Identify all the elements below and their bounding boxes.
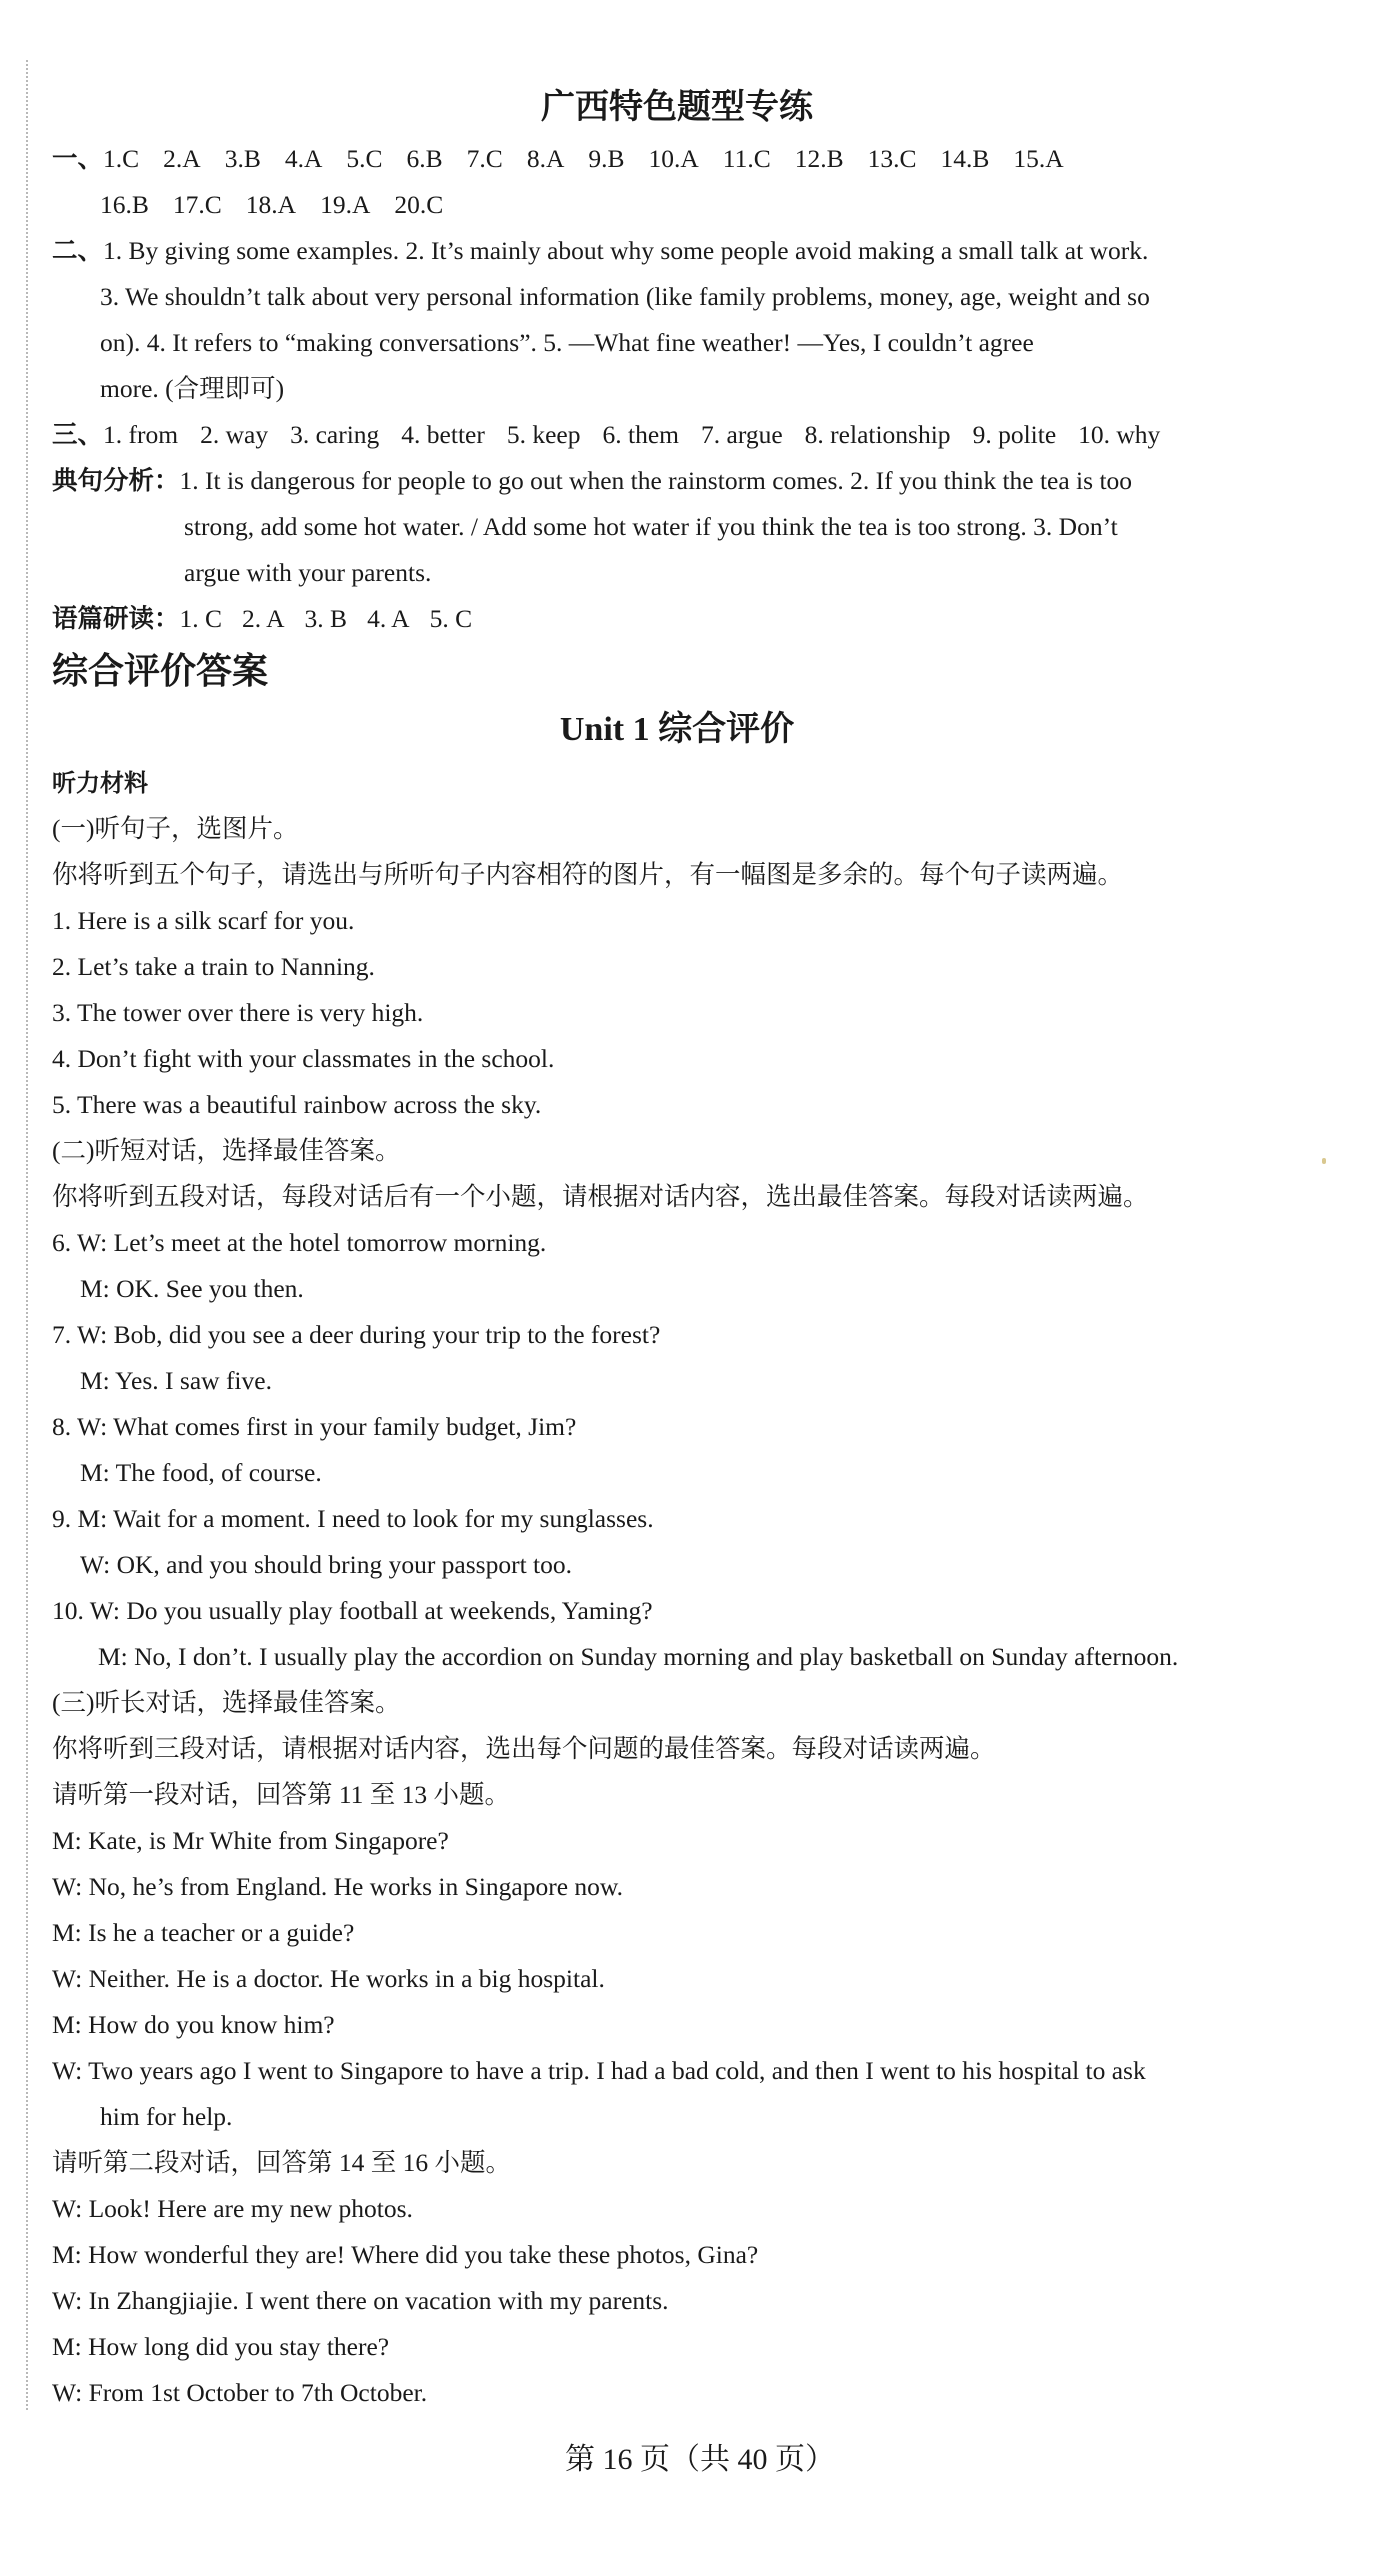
answer-item: 5. keep xyxy=(506,420,581,449)
answer-item: 5. C xyxy=(429,604,473,633)
dialogue-line: M: Yes. I saw five. xyxy=(80,1366,272,1395)
part1-answers-row1 xyxy=(103,144,1088,173)
part2-line2: 3. We shouldn’t talk about very personal information (like family problems, money, age, weight and so xyxy=(100,282,1150,311)
part2-line1 xyxy=(52,228,1302,274)
dialogue-line: 10. W: Do you usually play football at weekends, Yaming? xyxy=(52,1596,653,1625)
answer-item: 16.B xyxy=(100,190,149,219)
dialogue-line: M: How wonderful they are! Where did you take these photos, Gina? xyxy=(52,2240,759,2269)
answer-item: 9.B xyxy=(588,144,625,173)
listening-part1-instructions: 你将听到五个句子，请选出与所听句子内容相符的图片，有一幅图是多余的。每个句子读两遍。 xyxy=(52,860,1124,889)
answer-item: 6. them xyxy=(602,420,679,449)
part1-row1 xyxy=(52,136,1302,182)
answer-item: 1. from xyxy=(103,420,179,449)
listening-sentence: 4. Don’t fight with your classmates in the school. xyxy=(52,1044,555,1073)
answer-item: 15.A xyxy=(1013,144,1064,173)
dialogue-line: 8. W: What comes first in your family budget, Jim? xyxy=(52,1412,577,1441)
dialogue-line: W: Neither. He is a doctor. He works in a big hospital. xyxy=(52,1964,605,1993)
unit-title: Unit 1 综合评价 xyxy=(559,711,795,748)
dialogue-line: M: How do you know him? xyxy=(52,2010,335,2039)
dialogue-line: M: Is he a teacher or a guide? xyxy=(52,1918,355,1947)
part1-answers-row2 xyxy=(100,190,467,219)
listening-sentence: 3. The tower over there is very high. xyxy=(52,998,424,1027)
section-heading: 综合评价答案 xyxy=(52,651,269,692)
answer-item: 3. B xyxy=(304,604,348,633)
sentence-analysis-line2: strong, add some hot water. / Add some hot water if you think the tea is too strong. 3. Don’t xyxy=(184,512,1118,541)
page-footer: 第 16 页（共 40 页） xyxy=(565,2443,835,2476)
answer-item: 6.B xyxy=(406,144,443,173)
dialogue2-intro: 请听第二段对话，回答第 14 至 16 小题。 xyxy=(52,2148,512,2177)
answer-item: 20.C xyxy=(394,190,444,219)
listening-part2-instructions: 你将听到五段对话，每段对话后有一个小题，请根据对话内容，选出最佳答案。每段对话读两遍。 xyxy=(52,1182,1149,1211)
binding-margin-line xyxy=(26,60,28,2410)
part3-label: 三、 xyxy=(52,420,104,450)
dialogue-line: M: The food, of course. xyxy=(80,1458,322,1487)
answer-item: 8. relationship xyxy=(804,420,951,449)
listening-part3-instructions: 你将听到三段对话，请根据对话内容，选出每个问题的最佳答案。每段对话读两遍。 xyxy=(52,1734,996,1763)
answer-item: 4.A xyxy=(284,144,323,173)
dialogue-line: 7. W: Bob, did you see a deer during your trip to the forest? xyxy=(52,1320,661,1349)
answer-item: 14.B xyxy=(940,144,990,173)
listening-part3-title: (三)听长对话，选择最佳答案。 xyxy=(52,1688,401,1717)
answer-item: 7. argue xyxy=(701,420,783,449)
dialogue-line: W: Two years ago I went to Singapore to have a trip. I had a bad cold, and then I went to his hospital to ask xyxy=(52,2056,1146,2085)
listening-sentence: 1. Here is a silk scarf for you. xyxy=(52,906,355,935)
answer-item: 1.C xyxy=(103,144,140,173)
dialogue-line: 9. M: Wait for a moment. I need to look for my sunglasses. xyxy=(52,1504,654,1533)
part2-line4: more. (合理即可) xyxy=(100,374,285,403)
dialogue-line: W: OK, and you should bring your passport too. xyxy=(80,1550,573,1579)
listening-part1-title: (一)听句子，选图片。 xyxy=(52,814,299,843)
part1-label: 一、 xyxy=(52,144,104,174)
dialogue-line: 6. W: Let’s meet at the hotel tomorrow morning. xyxy=(52,1228,547,1257)
part2-line3: on). 4. It refers to “making conversations”. 5. —What fine weather! —Yes, I couldn’t agree xyxy=(100,328,1034,357)
answer-item: 2. way xyxy=(200,420,269,449)
answer-item: 4. A xyxy=(367,604,410,633)
answer-item: 17.C xyxy=(172,190,222,219)
dialogue-line: M: No, I don’t. I usually play the accordion on Sunday morning and play basketball on Sunday afternoon. xyxy=(98,1642,1179,1671)
dialogue-line: M: How long did you stay there? xyxy=(52,2332,390,2361)
listening-sentence: 5. There was a beautiful rainbow across the sky. xyxy=(52,1090,542,1119)
answer-item: 12.B xyxy=(794,144,844,173)
answer-item: 11.C xyxy=(722,144,771,173)
answer-item: 3.B xyxy=(224,144,261,173)
answer-item: 13.C xyxy=(867,144,917,173)
reading-label: 语篇研读： xyxy=(52,604,180,634)
listening-sentence: 2. Let’s take a train to Nanning. xyxy=(52,952,375,981)
dialogue-line-continued: him for help. xyxy=(100,2102,233,2131)
reading-answers xyxy=(180,604,493,633)
answer-item: 1. C xyxy=(179,604,223,633)
listening-part2-title: (二)听短对话，选择最佳答案。 xyxy=(52,1136,401,1165)
dialogue-line: W: In Zhangjiajie. I went there on vacation with my parents. xyxy=(52,2286,669,2315)
part3-line xyxy=(52,412,1302,458)
page-title: 广西特色题型专练 xyxy=(541,87,813,127)
reading-line xyxy=(52,596,1302,642)
answer-item: 9. polite xyxy=(972,420,1057,449)
dialogue-line: M: Kate, is Mr White from Singapore? xyxy=(52,1826,449,1855)
answer-item: 8.A xyxy=(526,144,565,173)
dialogue-line: W: From 1st October to 7th October. xyxy=(52,2378,428,2407)
dialogue1-intro: 请听第一段对话，回答第 11 至 13 小题。 xyxy=(52,1780,511,1809)
answer-item: 2.A xyxy=(163,144,201,173)
part3-answers xyxy=(103,420,1182,449)
part2-text: 1. By giving some examples. 2. It’s mainly about why some people avoid making a small talk at work. xyxy=(103,236,1149,265)
part1-row2 xyxy=(52,182,1302,228)
listening-heading: 听力材料 xyxy=(52,769,148,797)
answer-item: 3. caring xyxy=(290,420,380,449)
dialogue-line: W: No, he’s from England. He works in Singapore now. xyxy=(52,1872,624,1901)
answer-item: 10. why xyxy=(1078,420,1161,449)
answer-item: 7.C xyxy=(466,144,503,173)
page-content xyxy=(52,74,1302,2416)
sentence-analysis-line3: argue with your parents. xyxy=(184,558,432,587)
dialogue-line: W: Look! Here are my new photos. xyxy=(52,2194,413,2223)
dialogue-line: M: OK. See you then. xyxy=(80,1274,304,1303)
answer-item: 19.A xyxy=(320,190,371,219)
part2-label: 二、 xyxy=(52,236,104,266)
sentence-analysis-text: 1. It is dangerous for people to go out when the rainstorm comes. 2. If you think the tea is too xyxy=(179,466,1133,495)
answer-item: 18.A xyxy=(245,190,297,219)
sentence-analysis-line1 xyxy=(52,458,1302,504)
paper-speck xyxy=(1322,1158,1326,1164)
sentence-analysis-label: 典句分析： xyxy=(52,466,180,496)
answer-item: 10.A xyxy=(648,144,699,173)
answer-item: 2. A xyxy=(242,604,285,633)
answer-item: 4. better xyxy=(401,420,485,449)
answer-item: 5.C xyxy=(346,144,383,173)
